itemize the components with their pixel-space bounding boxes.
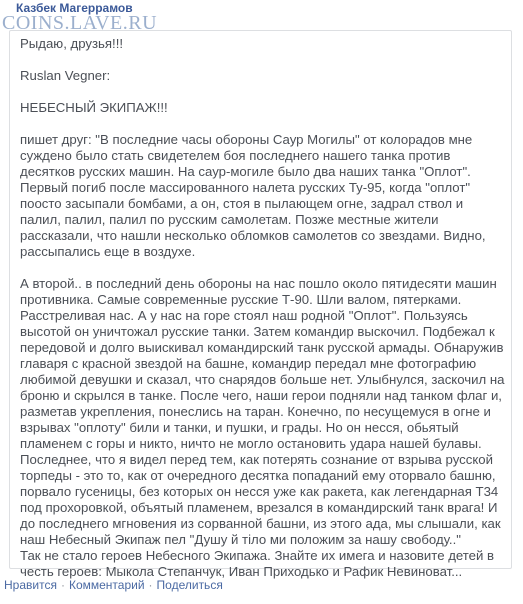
share-link[interactable]: Поделиться xyxy=(156,578,223,592)
author-name[interactable]: Казбек Магеррамов xyxy=(16,1,133,15)
post-paragraph-2: Ruslan Vegner: xyxy=(20,68,111,83)
action-separator: · xyxy=(60,578,65,592)
post-paragraph-1: Рыдаю, друзья!!! xyxy=(20,36,124,51)
watermark-logo: COINS.LAVE.RU xyxy=(2,12,158,34)
post-actions xyxy=(4,578,223,592)
action-separator: · xyxy=(148,578,153,592)
post-paragraph-4: пишет друг: "В последние часы обороны Саур Могилы" от колорадов мне суждено было стать свидетелем боя последнего нашего танка против десятков русских машин. На саур-могиле было два наших танка "Оплот". Первый погиб после массированного налета русских Ту-95, когда "оплот" поосто засыпали бомбами, а он, стоя в пылающем огне, задрал ствол и палил, палил, палил по русским самолетам. Позже местные жители рассказали, что нашли несколько обломков самолетов со звездами. Видно, рассыпались еще в воздухе. xyxy=(20,132,486,259)
post-paragraph-3: НЕБЕСНЫЙ ЭКИПАЖ!!! xyxy=(20,100,168,115)
post-paragraph-5: А второй.. в последний день обороны на нас пошло около пятидесяти машин противника. Самые современные русские Т-90. Шли валом, пятерками. Расстреливая нас. А у нас на горе стоял наш родной "Оплот". Пользуясь высотой он уничтожал русские танки. Затем командир выскочил. Подбежал к передовой и долго выискивал командирский танк русской армады. Обнаружив главаря с красной звездой на башне, командир передал мне фотографию любимой девушки и сказал, что снарядов больше нет. Улыбнулся, заскочил на броню и скрылся в танке. После чего, наши герои подняли над танком флаг и, разметав укрепления, понеслись на таран. Конечно, по несущемуся в огне и взрывах "оплоту" били и танки, и пушки, и грады. Но он несся, обьятый пламенем с горы и никто, ничто не могло остановить удара нашей булавы. Последнее, что я видел перед тем, как потерять сознание от взрыва русской торпеды - это то, как от очередного десятка попаданий ему оторвало башню, порвало гусеницы, без которых он несся уже как ракета, как легендарная Т34 под прохоровкой, объятый пламенем, врезался в командирский танк врага! И до последнего мгновения из сорванной башни, из этого ада, мы слышали, как наш Небесный Экипаж пел "Душу й тіло ми положим за нашу свободу.." xyxy=(20,276,505,547)
post-body xyxy=(20,36,506,580)
post-paragraph-6: Так не стало героев Небесного Экипажа. Знайте их имега и назовите детей в честь героев: Мыкола Степанчук, Иван Приходько и Рафик Невиноват... xyxy=(20,548,495,579)
comment-link[interactable]: Комментарий xyxy=(68,578,145,592)
like-link[interactable]: Нравится xyxy=(4,578,57,592)
